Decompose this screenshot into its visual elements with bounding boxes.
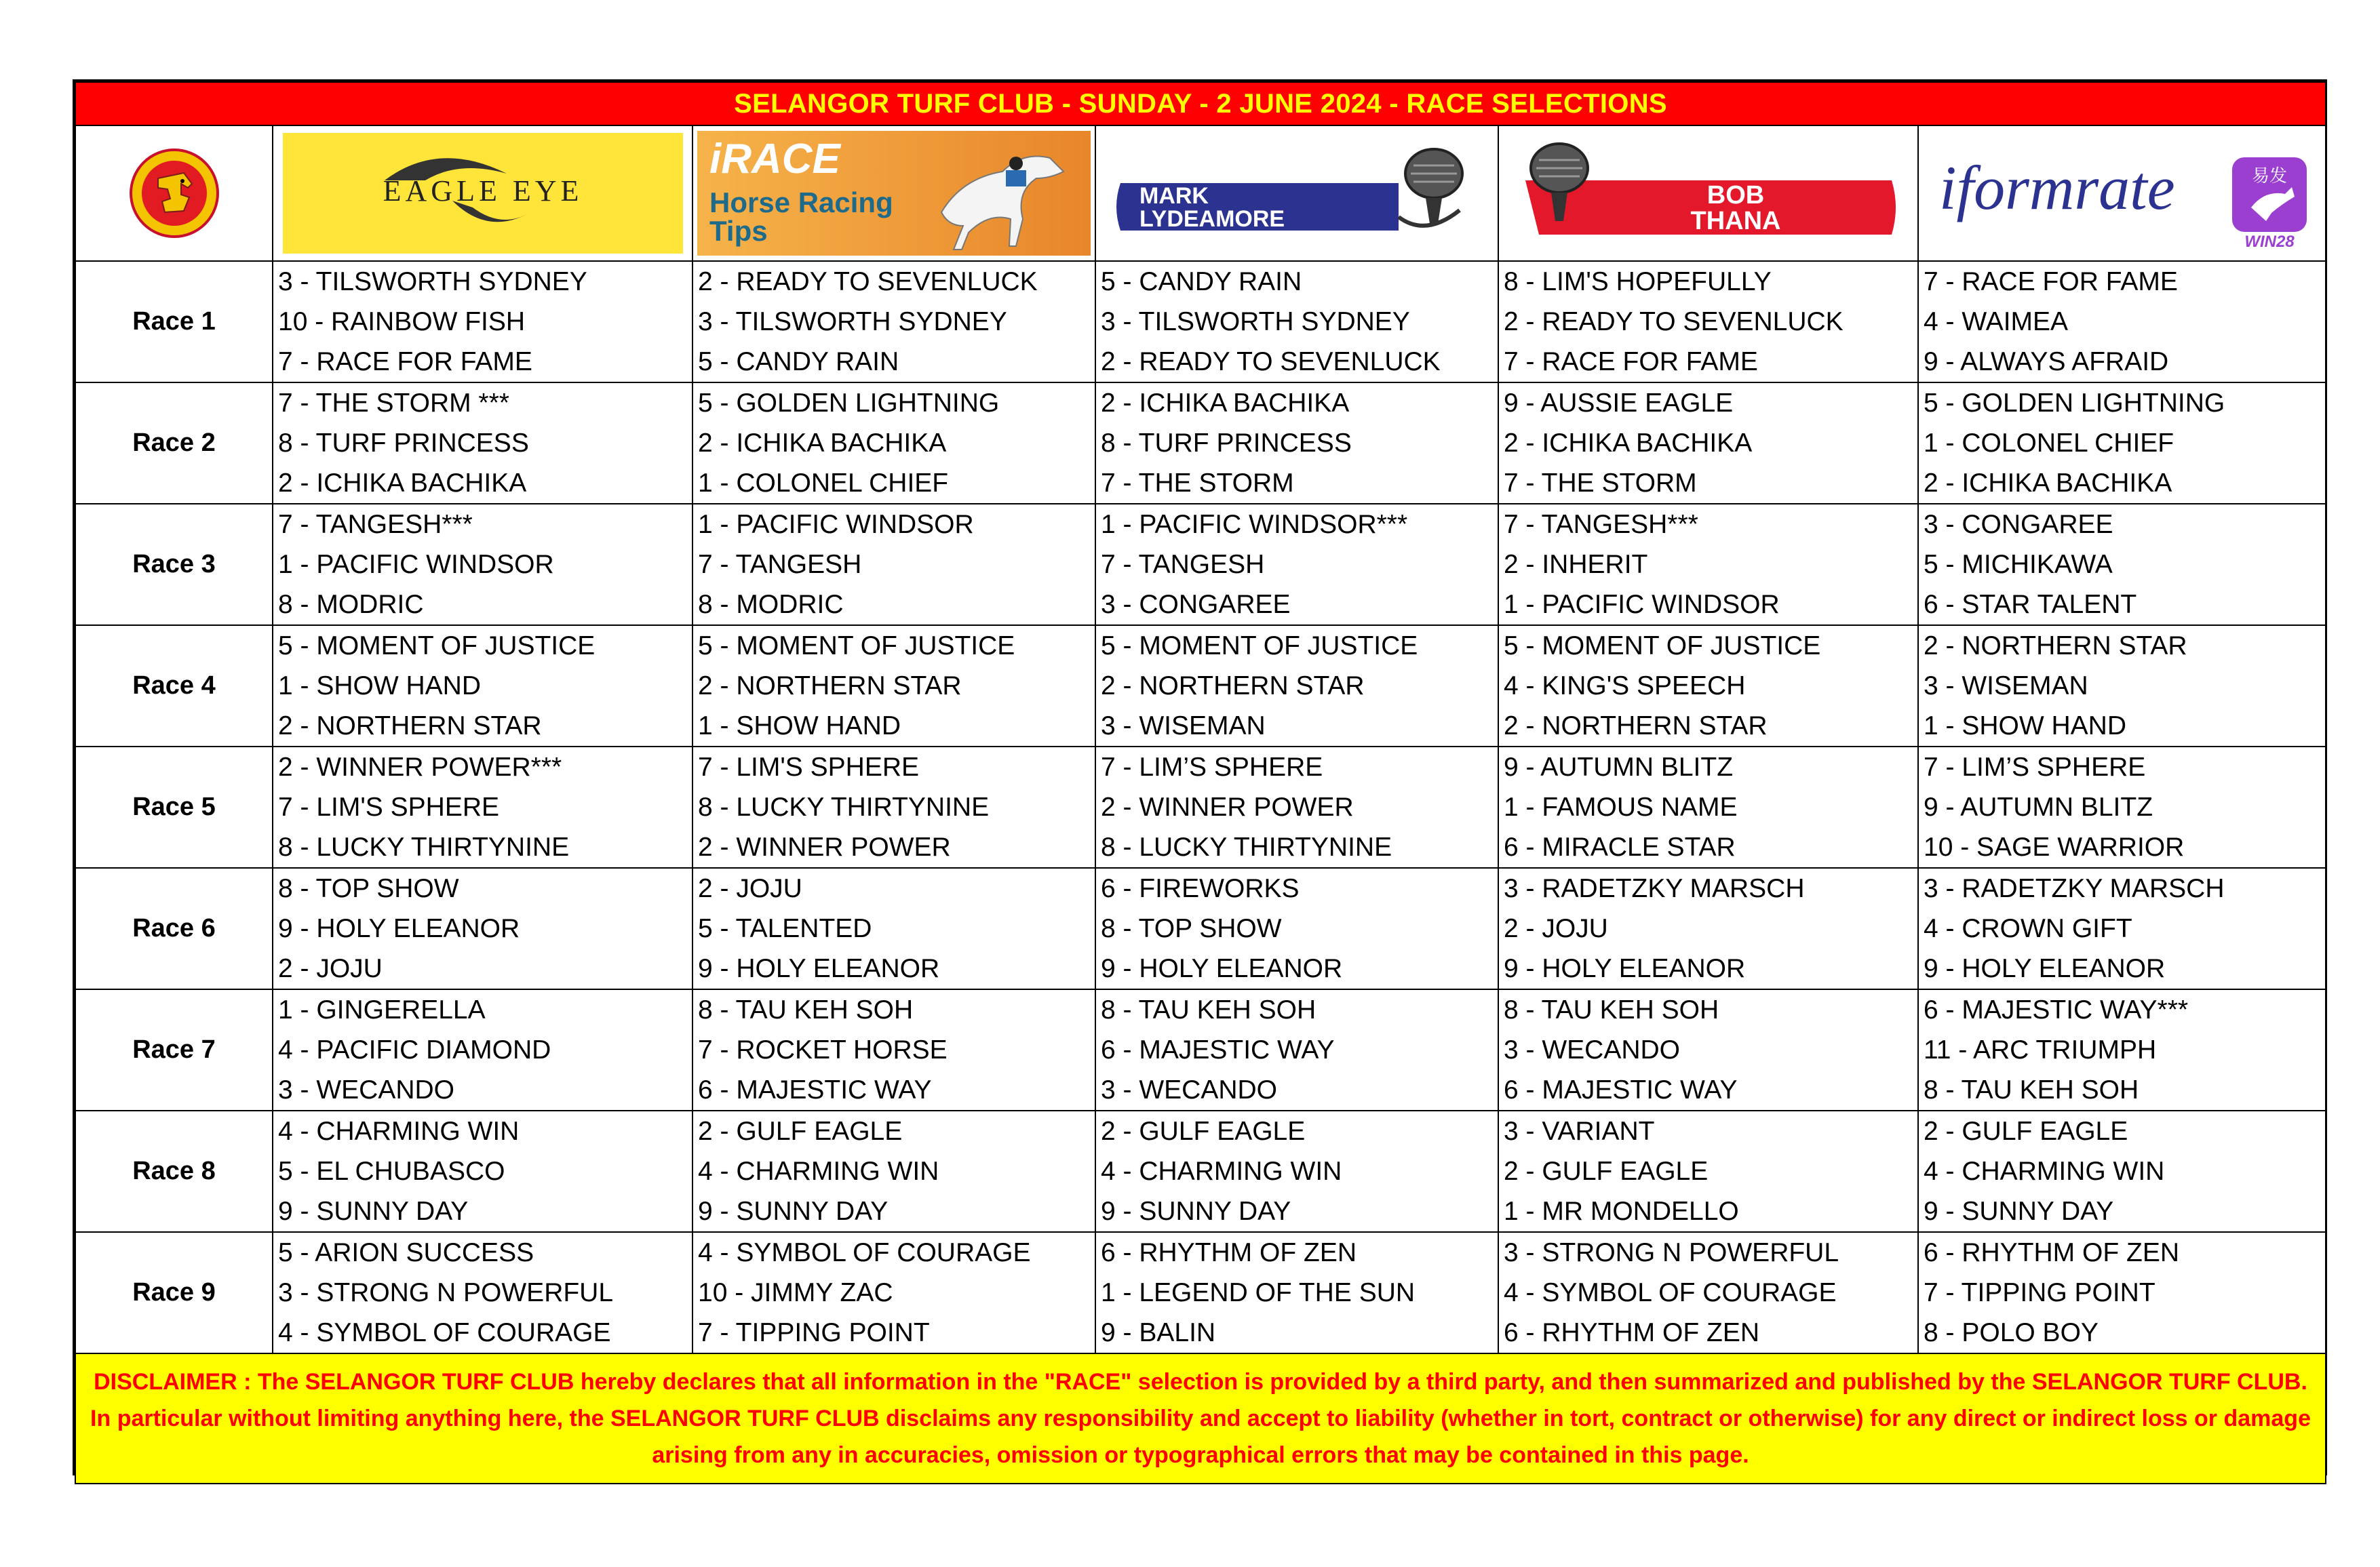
horse-selection: 6 - FIREWORKS — [1101, 874, 1300, 903]
horse-selection: 9 - SUNNY DAY — [278, 1197, 469, 1226]
race-row — [75, 382, 2326, 504]
tipster-picks-cell — [1918, 989, 2326, 1111]
horse-selection: 2 - READY TO SEVENLUCK — [1101, 347, 1441, 376]
horse-selection: 9 - BALIN — [1101, 1318, 1216, 1347]
horse-selection: 2 - NORTHERN STAR — [1924, 631, 2187, 660]
horse-selection: 8 - TAU KEH SOH — [698, 995, 914, 1025]
tipster-logo-irace — [692, 125, 1095, 261]
horse-selection: 10 - JIMMY ZAC — [698, 1278, 893, 1307]
horse-selection: 7 - RACE FOR FAME — [1504, 347, 1758, 376]
horse-selection: 4 - CHARMING WIN — [698, 1157, 939, 1186]
horse-selection: 8 - TAU KEH SOH — [1504, 995, 1719, 1025]
horse-selection: 8 - LUCKY THIRTYNINE — [698, 793, 990, 822]
horse-selection: 2 - ICHIKA BACHIKA — [698, 429, 947, 458]
horse-selection: 3 - RADETZKY MARSCH — [1504, 874, 1805, 903]
horse-selection: 9 - AUTUMN BLITZ — [1924, 793, 2153, 822]
horse-selection: 10 - SAGE WARRIOR — [1924, 833, 2185, 862]
race-row — [75, 1111, 2326, 1232]
horse-selection: 1 - SHOW HAND — [698, 711, 901, 740]
horse-selection: 1 - COLONEL CHIEF — [1924, 429, 2174, 458]
horse-selection: 5 - ARION SUCCESS — [278, 1238, 534, 1267]
horse-selection: 1 - FAMOUS NAME — [1504, 793, 1738, 822]
horse-selection: 4 - CHARMING WIN — [1924, 1157, 2165, 1186]
page-title: SELANGOR TURF CLUB - SUNDAY - 2 JUNE 2024 - RACE SELECTIONS — [75, 82, 2326, 125]
horse-selection: 2 - ICHIKA BACHIKA — [1504, 429, 1753, 458]
tipster-picks-cell — [1498, 868, 1918, 989]
horse-selection: 7 - LIM'S SPHERE — [698, 753, 920, 782]
horse-selection: 2 - NORTHERN STAR — [1101, 671, 1365, 700]
horse-selection: 8 - POLO BOY — [1924, 1318, 2099, 1347]
horse-selection: 8 - LUCKY THIRTYNINE — [278, 833, 570, 862]
horse-selection: 3 - WECANDO — [1504, 1035, 1681, 1065]
horse-selection: 7 - LIM'S SPHERE — [278, 793, 500, 822]
race-label: Race 7 — [75, 989, 273, 1111]
eagle-eye-logo-text: EAGLE EYE — [383, 174, 583, 207]
tipster-picks-cell — [1095, 382, 1498, 504]
horse-selection: 7 - TIPPING POINT — [1924, 1278, 2155, 1307]
svg-text:MARK: MARK — [1139, 183, 1209, 209]
tipster-picks-cell — [1498, 625, 1918, 747]
horse-selection: 1 - LEGEND OF THE SUN — [1101, 1278, 1416, 1307]
tipster-logo-bob-thana — [1498, 125, 1918, 261]
tipster-logo-mark-lydeamore — [1095, 125, 1498, 261]
horse-selection: 7 - RACE FOR FAME — [1924, 267, 2178, 296]
horse-selection: 7 - TANGESH — [1101, 550, 1265, 579]
race-label: Race 5 — [75, 747, 273, 868]
horse-selection: 9 - SUNNY DAY — [1924, 1197, 2114, 1226]
horse-selection: 7 - TANGESH*** — [1504, 510, 1698, 539]
tipster-picks-cell — [1918, 625, 2326, 747]
horse-selection: 2 - GULF EAGLE — [1924, 1117, 2128, 1146]
horse-selection: 3 - TILSWORTH SYDNEY — [698, 307, 1007, 336]
mark-lydeamore-logo-icon — [1107, 136, 1487, 251]
horse-selection: 9 - AUSSIE EAGLE — [1504, 389, 1734, 418]
horse-selection: 2 - WINNER POWER*** — [278, 753, 562, 782]
horse-selection: 2 - NORTHERN STAR — [1504, 711, 1768, 740]
horse-selection: 1 - GINGERELLA — [278, 995, 486, 1025]
horse-selection: 4 - PACIFIC DIAMOND — [278, 1035, 551, 1065]
horse-selection: 4 - SYMBOL OF COURAGE — [278, 1318, 611, 1347]
tipster-picks-cell — [273, 747, 692, 868]
tipster-picks-cell — [273, 625, 692, 747]
tipster-picks-cell — [1918, 747, 2326, 868]
horse-selection: 3 - WECANDO — [1101, 1075, 1278, 1105]
race-selections-sheet — [73, 79, 2327, 1475]
horse-selection: 6 - MAJESTIC WAY — [1101, 1035, 1335, 1065]
horse-selection: 2 - READY TO SEVENLUCK — [698, 267, 1038, 296]
horse-selection: 4 - CHARMING WIN — [278, 1117, 520, 1146]
horse-selection: 3 - WISEMAN — [1924, 671, 2088, 700]
horse-selection: 1 - SHOW HAND — [1924, 711, 2127, 740]
horse-selection: 4 - CROWN GIFT — [1924, 914, 2132, 943]
horse-selection: 2 - GULF EAGLE — [1101, 1117, 1306, 1146]
horse-selection: 11 - ARC TRIUMPH — [1924, 1035, 2157, 1065]
horse-selection: 3 - CONGAREE — [1924, 510, 2113, 539]
svg-text:THANA: THANA — [1690, 207, 1780, 235]
horse-selection: 9 - ALWAYS AFRAID — [1924, 347, 2169, 376]
horse-selection: 9 - HOLY ELEANOR — [278, 914, 520, 943]
race-label: Race 8 — [75, 1111, 273, 1232]
horse-selection: 9 - HOLY ELEANOR — [1504, 954, 1746, 983]
horse-selection: 4 - KING'S SPEECH — [1504, 671, 1746, 700]
horse-selection: 2 - JOJU — [698, 874, 802, 903]
horse-selection: 5 - GOLDEN LIGHTNING — [1924, 389, 2225, 418]
horse-selection: 4 - CHARMING WIN — [1101, 1157, 1342, 1186]
tipster-picks-cell — [1498, 1232, 1918, 1353]
horse-selection: 3 - STRONG N POWERFUL — [1504, 1238, 1839, 1267]
tipster-picks-cell — [273, 504, 692, 625]
tipster-picks-cell — [1095, 747, 1498, 868]
svg-text:BOB: BOB — [1706, 181, 1764, 210]
eagle-eye-logo-icon — [283, 133, 683, 254]
horse-selection: 8 - TAU KEH SOH — [1101, 995, 1316, 1025]
horse-selection: 3 - CONGAREE — [1101, 590, 1291, 619]
horse-selection: 2 - JOJU — [278, 954, 383, 983]
horse-selection: 7 - TANGESH — [698, 550, 862, 579]
horse-selection: 6 - MAJESTIC WAY*** — [1924, 995, 2189, 1025]
selections-table — [75, 81, 2326, 1484]
tipster-picks-cell — [1498, 504, 1918, 625]
horse-selection: 1 - PACIFIC WINDSOR — [1504, 590, 1780, 619]
horse-selection: 2 - READY TO SEVENLUCK — [1504, 307, 1843, 336]
tipster-picks-cell — [1918, 261, 2326, 382]
horse-selection: 10 - RAINBOW FISH — [278, 307, 526, 336]
tipster-picks-cell — [1498, 382, 1918, 504]
tipster-picks-cell — [1095, 989, 1498, 1111]
tipster-picks-cell — [273, 989, 692, 1111]
svg-text:iformrate: iformrate — [1938, 153, 2175, 222]
horse-selection: 8 - TOP SHOW — [1101, 914, 1282, 943]
tipster-picks-cell — [692, 1111, 1095, 1232]
tipster-picks-cell — [273, 382, 692, 504]
tipster-picks-cell — [273, 1232, 692, 1353]
tipster-picks-cell — [692, 261, 1095, 382]
race-rows — [75, 261, 2326, 1353]
horse-selection: 7 - RACE FOR FAME — [278, 347, 532, 376]
tipster-picks-cell — [692, 1232, 1095, 1353]
horse-selection: 5 - EL CHUBASCO — [278, 1157, 505, 1186]
horse-selection: 2 - JOJU — [1504, 914, 1608, 943]
horse-selection: 8 - TOP SHOW — [278, 874, 459, 903]
horse-selection: 1 - SHOW HAND — [278, 671, 482, 700]
race-row — [75, 625, 2326, 747]
tipster-picks-cell — [1918, 504, 2326, 625]
tipster-picks-cell — [1095, 504, 1498, 625]
horse-selection: 5 - MOMENT OF JUSTICE — [1504, 631, 1821, 660]
horse-selection: 6 - RHYTHM OF ZEN — [1504, 1318, 1759, 1347]
horse-selection: 5 - MICHIKAWA — [1924, 550, 2113, 579]
horse-selection: 6 - MAJESTIC WAY — [1504, 1075, 1738, 1105]
horse-selection: 8 - LIM'S HOPEFULLY — [1504, 267, 1772, 296]
race-label: Race 1 — [75, 261, 273, 382]
tipster-picks-cell — [692, 747, 1095, 868]
club-logo-cell — [75, 125, 273, 261]
horse-selection: 3 - WISEMAN — [1101, 711, 1266, 740]
horse-selection: 8 - MODRIC — [698, 590, 844, 619]
horse-selection: 9 - SUNNY DAY — [1101, 1197, 1291, 1226]
tipster-picks-cell — [1095, 261, 1498, 382]
race-row — [75, 747, 2326, 868]
bob-thana-logo-icon — [1512, 133, 1905, 254]
horse-selection: 1 - PACIFIC WINDSOR — [698, 510, 974, 539]
horse-selection: 8 - MODRIC — [278, 590, 424, 619]
horse-selection: 9 - HOLY ELEANOR — [1101, 954, 1343, 983]
horse-selection: 5 - CANDY RAIN — [698, 347, 899, 376]
horse-selection: 9 - AUTUMN BLITZ — [1504, 753, 1734, 782]
horse-selection: 7 - TIPPING POINT — [698, 1318, 930, 1347]
race-label: Race 2 — [75, 382, 273, 504]
horse-selection: 2 - WINNER POWER — [1101, 793, 1354, 822]
horse-selection: 7 - THE STORM *** — [278, 389, 509, 418]
tipster-picks-cell — [1498, 1111, 1918, 1232]
tipster-picks-cell — [273, 261, 692, 382]
race-row — [75, 1232, 2326, 1353]
iformrate-logo-icon — [1932, 133, 2312, 254]
horse-selection: 6 - MAJESTIC WAY — [698, 1075, 932, 1105]
horse-selection: 7 - TANGESH*** — [278, 510, 473, 539]
horse-selection: 5 - GOLDEN LIGHTNING — [698, 389, 1000, 418]
tipster-picks-cell — [692, 868, 1095, 989]
race-row — [75, 868, 2326, 989]
horse-selection: 2 - GULF EAGLE — [1504, 1157, 1709, 1186]
tipster-picks-cell — [1918, 868, 2326, 989]
race-row — [75, 989, 2326, 1111]
tipster-picks-cell — [1095, 625, 1498, 747]
tipster-picks-cell — [692, 382, 1095, 504]
tipster-picks-cell — [1918, 382, 2326, 504]
tipster-logo-iformrate — [1918, 125, 2326, 261]
horse-selection: 8 - TURF PRINCESS — [278, 429, 529, 458]
horse-selection: 7 - THE STORM — [1101, 469, 1294, 498]
svg-text:iRACE: iRACE — [709, 136, 840, 182]
horse-selection: 2 - WINNER POWER — [698, 833, 951, 862]
horse-selection: 5 - MOMENT OF JUSTICE — [278, 631, 596, 660]
horse-selection: 7 - LIM’S SPHERE — [1101, 753, 1323, 782]
horse-selection: 5 - MOMENT OF JUSTICE — [1101, 631, 1418, 660]
horse-selection: 1 - MR MONDELLO — [1504, 1197, 1739, 1226]
race-row — [75, 504, 2326, 625]
horse-selection: 3 - VARIANT — [1504, 1117, 1655, 1146]
horse-selection: 4 - SYMBOL OF COURAGE — [698, 1238, 1031, 1267]
tipster-picks-cell — [1095, 868, 1498, 989]
tipster-picks-cell — [273, 868, 692, 989]
microphone-icon — [1399, 149, 1462, 226]
horse-selection: 6 - RHYTHM OF ZEN — [1101, 1238, 1357, 1267]
horse-selection: 1 - PACIFIC WINDSOR — [278, 550, 554, 579]
race-label: Race 4 — [75, 625, 273, 747]
horse-selection: 2 - ICHIKA BACHIKA — [278, 469, 527, 498]
horse-selection: 8 - TAU KEH SOH — [1924, 1075, 2139, 1105]
horse-selection: 6 - STAR TALENT — [1924, 590, 2137, 619]
horse-selection: 3 - TILSWORTH SYDNEY — [278, 267, 587, 296]
race-label: Race 6 — [75, 868, 273, 989]
svg-text:Horse Racing: Horse Racing — [709, 186, 893, 218]
horse-selection: 1 - COLONEL CHIEF — [698, 469, 949, 498]
horse-selection: 9 - HOLY ELEANOR — [1924, 954, 2166, 983]
horse-selection: 9 - SUNNY DAY — [698, 1197, 889, 1226]
tipster-picks-cell — [273, 1111, 692, 1232]
tipster-picks-cell — [1095, 1111, 1498, 1232]
selangor-turf-club-logo-icon — [127, 146, 222, 241]
race-row — [75, 261, 2326, 382]
horse-selection: 2 - INHERIT — [1504, 550, 1648, 579]
svg-text:LYDEAMORE: LYDEAMORE — [1139, 206, 1285, 232]
horse-selection: 7 - ROCKET HORSE — [698, 1035, 948, 1065]
race-label: Race 9 — [75, 1232, 273, 1353]
horse-selection: 3 - TILSWORTH SYDNEY — [1101, 307, 1410, 336]
horse-selection: 7 - LIM’S SPHERE — [1924, 753, 2146, 782]
tipster-picks-cell — [1498, 989, 1918, 1111]
horse-selection: 6 - RHYTHM OF ZEN — [1924, 1238, 2179, 1267]
horse-selection: 2 - NORTHERN STAR — [278, 711, 542, 740]
tipster-picks-cell — [692, 504, 1095, 625]
tipster-logo-row — [75, 125, 2326, 261]
svg-text:WIN28: WIN28 — [2244, 233, 2295, 251]
horse-selection: 4 - SYMBOL OF COURAGE — [1504, 1278, 1837, 1307]
horse-selection: 3 - WECANDO — [278, 1075, 455, 1105]
horse-selection: 8 - LUCKY THIRTYNINE — [1101, 833, 1392, 862]
horse-selection: 1 - PACIFIC WINDSOR*** — [1101, 510, 1408, 539]
tipster-logo-eagle-eye — [273, 125, 692, 261]
horse-selection: 3 - RADETZKY MARSCH — [1924, 874, 2225, 903]
horse-selection: 5 - MOMENT OF JUSTICE — [698, 631, 1015, 660]
disclaimer-text: DISCLAIMER : The SELANGOR TURF CLUB hereby declares that all information in the "RACE" selection is provided by a third party, and then summarized and published by the SELANGOR TURF CLUB. In particular without limiting anything here, the SELANGOR TURF CLUB disclaims any responsibility and accept to liability (whether in tort, contract or otherwise) for any direct or indirect loss or damage arising from any in accuracies, omission or typographical errors that may be contained in this page. — [75, 1353, 2326, 1484]
svg-text:Tips: Tips — [709, 215, 768, 247]
horse-selection: 2 - ICHIKA BACHIKA — [1924, 469, 2172, 498]
svg-text:易发: 易发 — [2251, 166, 2287, 186]
horse-selection: 4 - WAIMEA — [1924, 307, 2069, 336]
tipster-picks-cell — [1918, 1111, 2326, 1232]
horse-selection: 8 - TURF PRINCESS — [1101, 429, 1352, 458]
horse-selection: 3 - STRONG N POWERFUL — [278, 1278, 614, 1307]
race-label: Race 3 — [75, 504, 273, 625]
horse-selection: 2 - GULF EAGLE — [698, 1117, 903, 1146]
horse-selection: 2 - NORTHERN STAR — [698, 671, 962, 700]
horse-selection: 2 - ICHIKA BACHIKA — [1101, 389, 1350, 418]
horse-selection: 6 - MIRACLE STAR — [1504, 833, 1736, 862]
tipster-picks-cell — [692, 625, 1095, 747]
irace-logo-icon — [697, 131, 1091, 256]
horse-selection: 9 - HOLY ELEANOR — [698, 954, 940, 983]
tipster-picks-cell — [1918, 1232, 2326, 1353]
tipster-picks-cell — [1095, 1232, 1498, 1353]
horse-selection: 5 - TALENTED — [698, 914, 872, 943]
tipster-picks-cell — [1498, 261, 1918, 382]
tipster-picks-cell — [692, 989, 1095, 1111]
tipster-picks-cell — [1498, 747, 1918, 868]
horse-selection: 7 - THE STORM — [1504, 469, 1697, 498]
horse-selection: 5 - CANDY RAIN — [1101, 267, 1302, 296]
